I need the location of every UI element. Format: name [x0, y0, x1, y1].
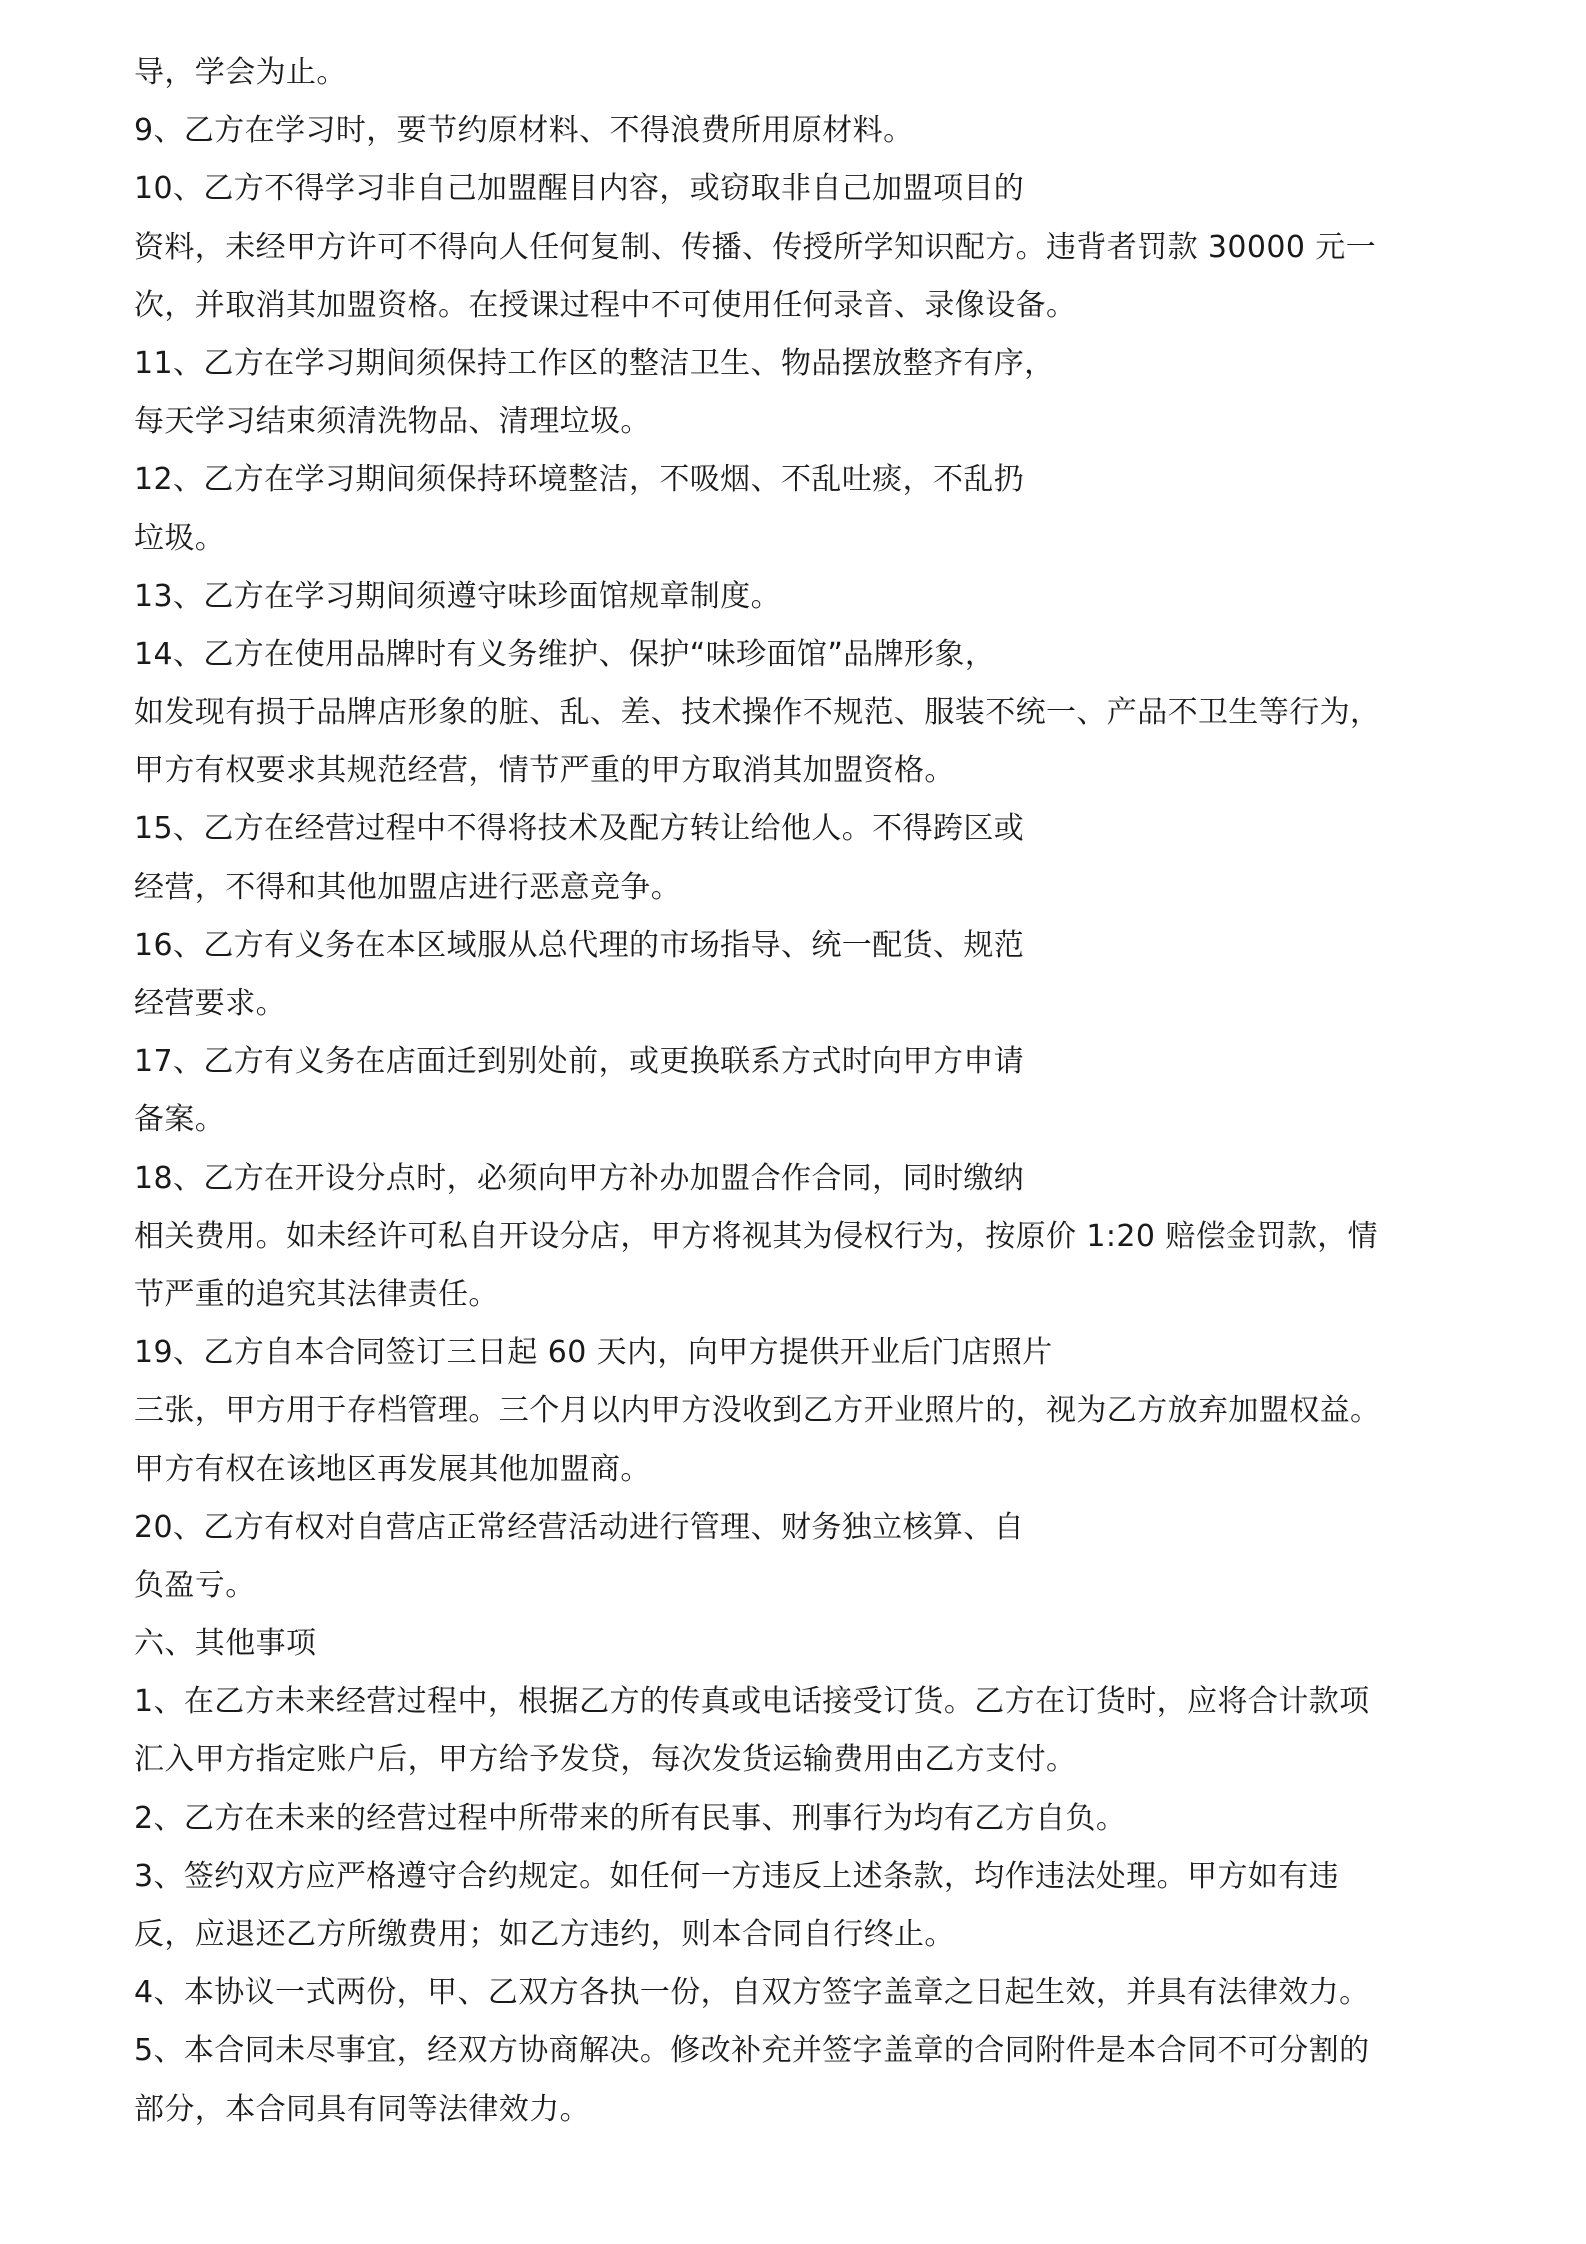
text-line: 11、乙方在学习期间须保持工作区的整洁卫生、物品摆放整齐有序，: [134, 345, 1055, 381]
text-line: 备案。: [134, 1102, 226, 1138]
text-line: 负盈亏。: [134, 1567, 256, 1603]
text-line: 13、乙方在学习期间须遵守味珍面馆规章制度。: [134, 578, 781, 614]
text-line: 4、本协议一式两份，甲、乙双方各执一份，自双方签字盖章之日起生效，并具有法律效力。: [134, 1975, 1370, 2011]
text-line: 相关费用。如未经许可私自开设分店，甲方将视其为侵权行为，按原价 1:20 赔偿金罚款，情: [134, 1218, 1379, 1254]
text-line: 甲方有权在该地区再发展其他加盟商。: [134, 1451, 651, 1487]
text-line: 3、签约双方应严格遵守合约规定。如任何一方违反上述条款，均作违法处理。甲方如有违: [134, 1858, 1340, 1894]
text-line: 9、乙方在学习时，要节约原材料、不得浪费所用原材料。: [134, 113, 914, 149]
text-line: 19、乙方自本合同签订三日起 60 天内，向甲方提供开业后门店照片: [134, 1335, 1053, 1371]
text-line: 三张，甲方用于存档管理。三个月以内甲方没收到乙方开业照片的，视为乙方放弃加盟权益。: [134, 1393, 1381, 1429]
text-line: 15、乙方在经营过程中不得将技术及配方转让给他人。不得跨区或: [134, 811, 1025, 847]
text-line: 垃圾。: [134, 520, 226, 556]
text-line: 18、乙方在开设分点时，必须向甲方补办加盟合作合同，同时缴纳: [134, 1160, 1025, 1196]
text-line: 部分，本合同具有同等法律效力。: [134, 2091, 590, 2127]
text-line: 节严重的追究其法律责任。: [134, 1276, 499, 1312]
text-line: 14、乙方在使用品牌时有义务维护、保护“味珍面馆”品牌形象，: [134, 636, 996, 672]
text-line: 导，学会为止。: [134, 55, 347, 90]
text-line: 经营要求。: [134, 986, 286, 1021]
text-line: 汇入甲方指定账户后，甲方给予发贷，每次发货运输费用由乙方支付。: [134, 1742, 1077, 1778]
text-line: 5、本合同未尽事宜，经双方协商解决。修改补充并签字盖章的合同附件是本合同不可分割的: [134, 2033, 1370, 2069]
text-line: 16、乙方有义务在本区域服从总代理的市场指导、统一配货、规范: [134, 927, 1025, 963]
text-line: 12、乙方在学习期间须保持环境整洁，不吸烟、不乱吐痰，不乱扔: [134, 462, 1025, 498]
text-line: 17、乙方有义务在店面迁到别处前，或更换联系方式时向甲方申请: [134, 1044, 1025, 1080]
text-line: 1、在乙方未来经营过程中，根据乙方的传真或电话接受订货。乙方在订货时，应将合计款项: [134, 1684, 1370, 1720]
text-line: 反，应退还乙方所缴费用；如乙方违约，则本合同自行终止。: [134, 1917, 955, 1952]
text-line: 经营，不得和其他加盟店进行恶意竞争。: [134, 869, 682, 905]
text-line: 每天学习结束须清洗物品、清理垃圾。: [134, 404, 651, 440]
text-line: 六、其他事项: [134, 1626, 317, 1662]
text-line: 甲方有权要求其规范经营，情节严重的甲方取消其加盟资格。: [134, 753, 955, 789]
document-body: [134, 44, 1464, 2139]
text-line: 次，并取消其加盟资格。在授课过程中不可使用任何录音、录像设备。: [134, 287, 1077, 323]
text-line: 如发现有损于品牌店形象的脏、乱、差、技术操作不规范、服装不统一、产品不卫生等行为，: [134, 695, 1381, 731]
text-line: 2、乙方在未来的经营过程中所带来的所有民事、刑事行为均有乙方自负。: [134, 1800, 1127, 1836]
text-line: 10、乙方不得学习非自己加盟醒目内容，或窃取非自己加盟项目的: [134, 171, 1025, 207]
text-line: 20、乙方有权对自营店正常经营活动进行管理、财务独立核算、自: [134, 1509, 1025, 1545]
text-line: 资料，未经甲方许可不得向人任何复制、传播、传授所学知识配方。违背者罚款 30000 元一: [134, 229, 1377, 265]
